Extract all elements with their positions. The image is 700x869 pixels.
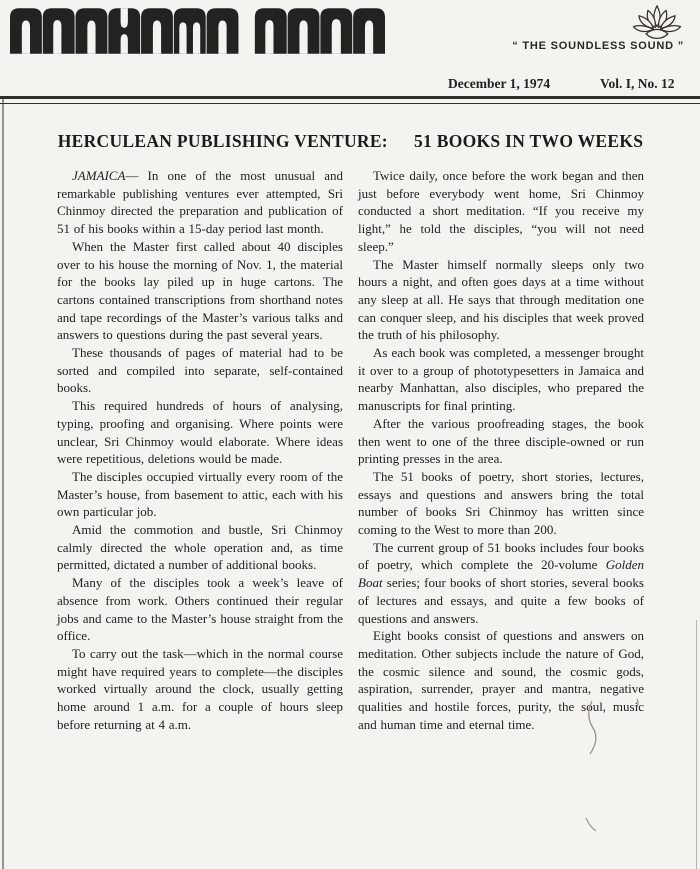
lotus-icon xyxy=(628,3,686,43)
headline-part1: HERCULEAN PUBLISHING VENTURE: xyxy=(57,131,388,151)
tagline: “ THE SOUNDLESS SOUND ” xyxy=(512,40,684,52)
page-edge-right xyxy=(696,620,697,869)
paragraph: To carry out the task—which in the normal course might have required years to complete—the disciples worked virtually around the clock, usually getting home around 1 a.m. for a couple of hours sleep before returning at 4 a.m. xyxy=(57,645,343,732)
article-body xyxy=(57,167,644,734)
article-column-left xyxy=(57,167,343,734)
paragraph: As each book was completed, a messenger brought it over to a group of phototypesetters in Jamaica and nearby Manhattan, also disciples, who prepared the manuscripts for final printing. xyxy=(358,345,644,414)
paragraph: The disciples occupied virtually every room of the Master’s house, from basement to attic, each with his own particular job. xyxy=(57,468,343,520)
paragraph: After the various proofreading stages, the book then went to one of the three disciple-owned or run printing presses in the area. xyxy=(358,415,644,467)
paragraph: The Master himself normally sleeps only two hours a night, and often goes days at a time without any sleep at all. He says that through meditation one can conquer sleep, and his disciples that week proved the truth of his philosophy. xyxy=(358,256,644,343)
issue-date: December 1, 1974 xyxy=(448,76,551,91)
volume-number: Vol. I, No. 12 xyxy=(600,76,675,91)
paragraph: This required hundreds of hours of analysing, typing, proofing and organising. Where points were unclear, Sri Chinmoy would elaborate. Where ideas were repetitious, deletions would be made. xyxy=(57,398,343,467)
paragraph: Twice daily, once before the work began and then just before everybody went home, Sri Chinmoy conducted a short meditation. “If you receive my light,” he told the disciples, “you will not need sleep.” xyxy=(358,168,644,254)
masthead-logo xyxy=(10,8,385,54)
divider-rule-bottom xyxy=(0,103,700,104)
headline xyxy=(57,131,644,152)
paragraph: Amid the commotion and bustle, Sri Chinmoy calmly directed the whole operation and, as time permitted, dictated a number of additional books. xyxy=(57,522,343,573)
article-column-right xyxy=(358,167,644,734)
paragraph: When the Master first called about 40 disciples over to his house the morning of Nov. 1, the material for the books lay piled up in huge cartons. The cartons contained transcriptions from shorthand notes and tape recordings of the Master’s various talks and answers to questions during the past several years. xyxy=(57,238,343,343)
paragraph: Eight books consist of questions and answers on meditation. Other subjects include the nature of God, the cosmic silence and sound, the cosmic gods, aspiration, surrender, prayer and mantra, negative qualities and hostile forces, purity, the soul, music and human time and eternal time. xyxy=(358,628,644,732)
page-edge-left xyxy=(2,98,4,869)
paragraph: The current group of 51 books includes four books of poetry, which complete the 20-volume Golden Boat series; four books of short stories, several books of lectures and essays, and quite a few books of questions and answers. xyxy=(358,539,644,626)
divider-rule-top xyxy=(0,96,700,99)
paragraph: Many of the disciples took a week’s leave of absence from work. Others continued their regular jobs and came to the Master’s house straight from the office. xyxy=(57,575,343,644)
paragraph: These thousands of pages of material had to be sorted and compiled into separate, self-contained books. xyxy=(57,345,343,396)
headline-part2: 51 BOOKS IN TWO WEEKS xyxy=(413,131,644,151)
paragraph: The 51 books of poetry, short stories, lectures, essays and questions and answers bring the total number of books Sri Chinmoy has written since coming to the West to more than 200. xyxy=(358,468,644,538)
paragraph: JAMAICA— In one of the most unusual and remarkable publishing ventures ever attempted, Sri Chinmoy directed the preparation and publication of 51 of his books within a 15-day period last month. xyxy=(57,168,343,237)
